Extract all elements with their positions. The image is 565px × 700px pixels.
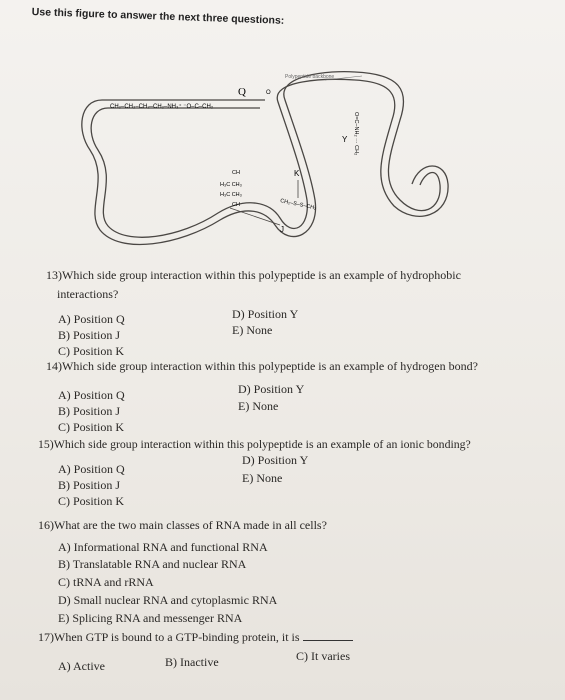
j-chain-bottom: CH [232,202,240,208]
j-chain-mid1: H₃C CH₃ [220,182,242,188]
q15-option-a[interactable]: A) Position Q [58,462,125,476]
q15-stem: 15)Which side group interaction within this polypeptide is an example of an ionic bonding? [38,437,471,451]
q17-option-a[interactable]: A) Active [58,659,105,673]
q13-stem-cont: interactions? [57,287,119,301]
y-chain: O=C–NH₂ ··· CH₂ [353,112,359,156]
q16-option-a[interactable]: A) Informational RNA and functional RNA [58,540,268,554]
q14-stem: 14)Which side group interaction within this polypeptide is an example of hydrogen bond? [46,359,478,373]
polypeptide-diagram [70,60,460,250]
q13-option-d[interactable]: D) Position Y [232,307,299,321]
q17-stem-text: 17)When GTP is bound to a GTP-binding protein, it is [38,630,300,644]
q17-option-b[interactable]: B) Inactive [165,655,219,669]
label-y: Y [342,135,348,144]
q13-option-a[interactable]: A) Position Q [58,312,125,326]
q14-option-e[interactable]: E) None [238,399,279,413]
q16-option-b[interactable]: B) Translatable RNA and nuclear RNA [58,557,247,571]
k-chain: CH₂–S–S–CH₂ [279,198,317,212]
j-chain-top: CH [232,170,240,176]
j-chain-mid2: H₃C CH₃ [220,192,242,198]
q14-option-c[interactable]: C) Position K [58,420,125,434]
q13-option-c[interactable]: C) Position K [58,344,125,358]
q15-option-e[interactable]: E) None [242,471,283,485]
q14-option-b[interactable]: B) Position J [58,404,121,418]
q16-stem: 16)What are the two main classes of RNA made in all cells? [38,518,327,532]
label-k: K [294,169,300,178]
polypeptide-figure [70,60,460,250]
q-chain-oxygen: O [266,90,271,96]
figure-instruction: Use this figure to answer the next three questions: [31,6,285,27]
q16-option-d[interactable]: D) Small nuclear RNA and cytoplasmic RNA [58,593,278,607]
backbone-label: Polypeptide backbone [285,74,335,80]
q13-option-b[interactable]: B) Position J [58,328,121,342]
q16-option-e[interactable]: E) Splicing RNA and messenger RNA [58,611,243,625]
q17-stem [38,630,353,645]
q15-option-c[interactable]: C) Position K [58,494,125,508]
q-chain: CH₂–CH₂–CH₂–CH₂–NH₃⁺ ⁻O–C–CH₂ [110,104,214,110]
q15-option-d[interactable]: D) Position Y [242,453,309,467]
q16-option-c[interactable]: C) tRNA and rRNA [58,575,154,589]
q15-option-b[interactable]: B) Position J [58,478,121,492]
q17-answer-blank [303,630,353,641]
label-j: J [280,225,284,234]
q13-option-e[interactable]: E) None [232,323,273,337]
q13-stem: 13)Which side group interaction within this polypeptide is an example of hydrophobic [46,268,461,282]
q14-option-d[interactable]: D) Position Y [238,382,305,396]
q14-option-a[interactable]: A) Position Q [58,388,125,402]
label-q: Q [238,86,246,98]
q17-option-c[interactable]: C) It varies [296,649,350,663]
